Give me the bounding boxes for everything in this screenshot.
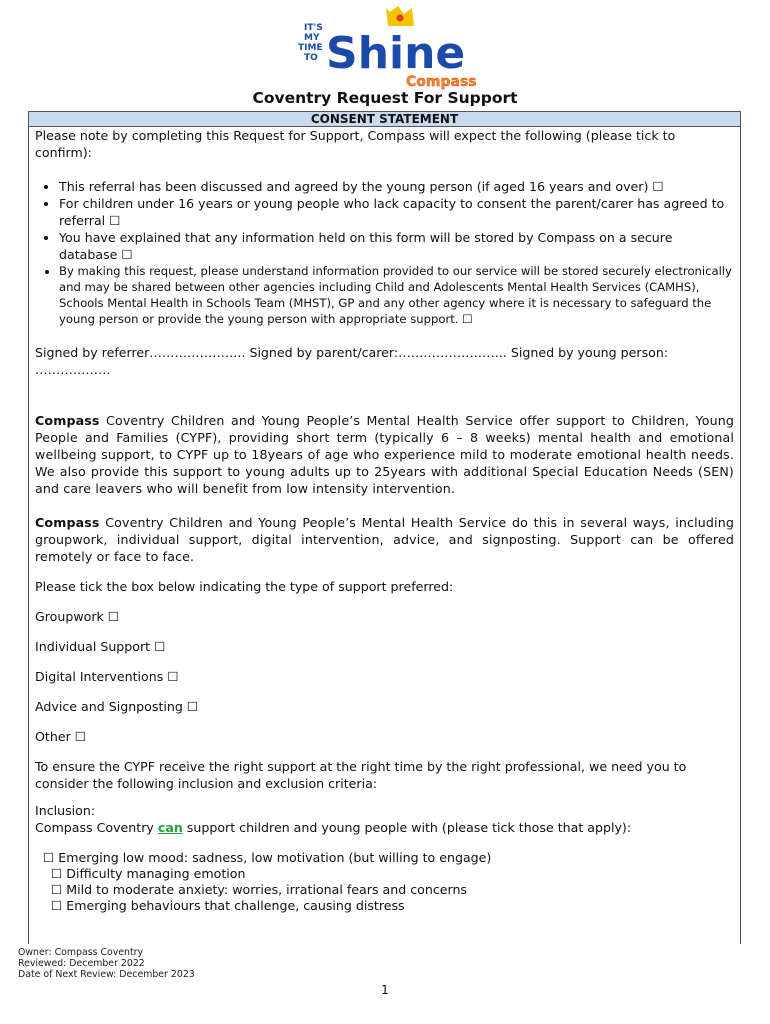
inclusion-can: can	[157, 820, 183, 835]
consent-header: CONSENT STATEMENT	[29, 112, 740, 127]
service-methods	[35, 514, 734, 565]
option-digital-interventions[interactable]: Digital Interventions ☐	[35, 669, 179, 684]
consent-list	[35, 178, 734, 327]
footer-next-review: Date of Next Review: December 2023	[18, 969, 195, 980]
logo-word: Shine	[326, 28, 466, 79]
shine-logo	[290, 4, 490, 90]
service-description-text: Coventry Children and Young People’s Mental Health Service offer support to Children, Young People and Families (CYPF), providing short term (typically 6 – 8 weeks) mental health and emotional wellbeing support, to CYPF up to 18years of age who experience mild to moderate emotional health needs. We also provide this support to young adults up to 25years with additional Special Education Needs (SEN) and care leavers who will benefit from low intensity intervention.	[35, 413, 734, 496]
logo-small-word: IT'S	[304, 23, 323, 33]
footer-owner: Owner: Compass Coventry	[18, 947, 144, 958]
tick-prompt: Please tick the box below indicating the type of support preferred:	[35, 579, 454, 594]
consent-item[interactable]: • You have explained that any information held on this form will be stored by Compass on a secure database ☐	[59, 229, 734, 263]
criterion-item[interactable]: ☐ Emerging low mood: sadness, low motivation (but willing to engage)	[43, 850, 492, 865]
signature-line: Signed by referrer………………….. Signed by parent/carer:…………………….. Signed by young person: ………………	[35, 345, 669, 377]
inclusion-pre: Compass Coventry	[35, 820, 158, 835]
logo-small-word: TO	[304, 53, 318, 63]
compass-bold: Compass	[35, 515, 100, 530]
criterion-item[interactable]: ☐ Mild to moderate anxiety: worries, irrational fears and concerns	[51, 882, 467, 897]
compass-bold: Compass	[35, 413, 100, 428]
service-methods-text: Coventry Children and Young People’s Mental Health Service do this in several ways, including groupwork, individual support, digital intervention, advice, and signposting. Support can be offered remotely or face to face.	[35, 515, 734, 564]
document-frame	[28, 111, 741, 944]
inclusion-criteria	[35, 850, 734, 914]
inclusion-statement	[35, 819, 734, 836]
option-groupwork[interactable]: Groupwork ☐	[35, 609, 120, 624]
page-title: Coventry Request For Support	[252, 89, 518, 107]
crown-icon	[386, 6, 414, 26]
consent-intro: Please note by completing this Request for Support, Compass will expect the following (please tick to confirm):	[35, 128, 676, 160]
consent-item[interactable]: • This referral has been discussed and agreed by the young person (if aged 16 years and over) ☐	[59, 178, 734, 195]
footer-reviewed: Reviewed: December 2022	[18, 958, 145, 969]
criteria-intro: To ensure the CYPF receive the right support at the right time by the right professional, we need you to consider the following inclusion and exclusion criteria:	[35, 759, 687, 791]
criterion-item[interactable]: ☐ Difficulty managing emotion	[51, 866, 246, 881]
option-other[interactable]: Other ☐	[35, 729, 87, 744]
option-advice-signposting[interactable]: Advice and Signposting ☐	[35, 699, 199, 714]
criterion-item[interactable]: ☐ Emerging behaviours that challenge, causing distress	[51, 898, 405, 913]
logo-small-word: MY	[304, 33, 320, 43]
option-individual-support[interactable]: Individual Support ☐	[35, 639, 166, 654]
service-description	[35, 412, 734, 497]
inclusion-post: support children and young people with (please tick those that apply):	[182, 820, 632, 835]
consent-item[interactable]: • For children under 16 years or young people who lack capacity to consent the parent/carer has agreed to referral ☐	[59, 195, 734, 229]
footer	[18, 947, 195, 980]
logo-small-word: TIME	[298, 43, 323, 53]
consent-item[interactable]: • By making this request, please understand information provided to our service will be stored securely electronically and may be shared between other agencies including Child and Adolescents Mental Health Services (CAMHS), Schools Mental Health in Schools Team (MHST), GP and any other agency where it is necessary to safeguard the young person or provide the young person with appropriate support. ☐	[59, 263, 734, 327]
inclusion-label: Inclusion:	[35, 803, 96, 818]
logo-sub: Compass	[406, 74, 477, 90]
page-number: 1	[381, 983, 389, 997]
